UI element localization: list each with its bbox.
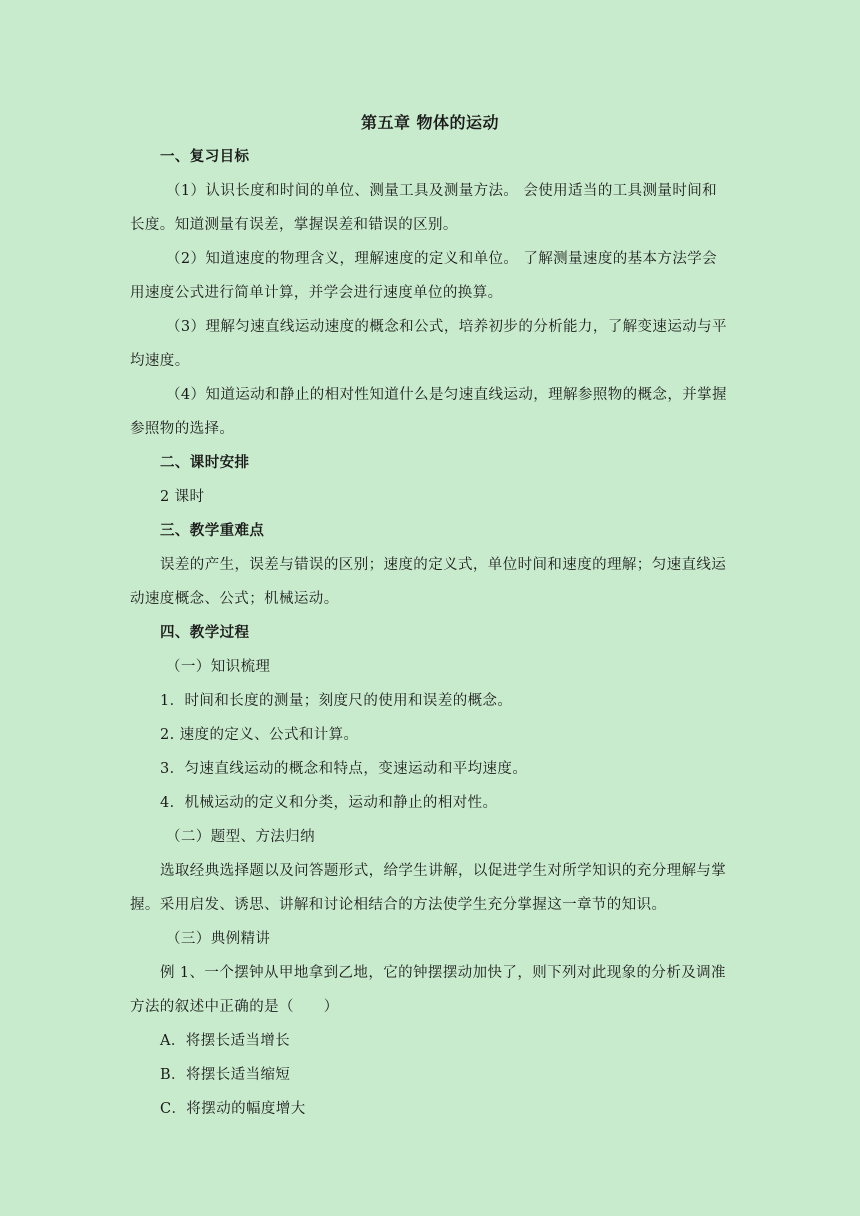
goal-paragraph-2: （2）知道速度的物理含义，理解速度的定义和单位。 了解测量速度的基本方法学会用速度公式进行简单计算，并学会进行速度单位的换算。 [130, 251, 718, 301]
lesson-hours: 2 课时 [160, 489, 205, 505]
section-review-goals [130, 140, 730, 1126]
goal-paragraph-1: （1）认识长度和时间的单位、测量工具及测量方法。 会使用适当的工具测量时间和长度。知道测量有误差，掌握误差和错误的区别。 [130, 183, 718, 233]
answer-option: A．将摆长适当增长 [160, 1033, 291, 1049]
goal-paragraph-3: （3）理解匀速直线运动速度的概念和公式，培养初步的分析能力，了解变速运动与平均速度。 [130, 319, 727, 369]
key-difficulties-text: 误差的产生，误差与错误的区别；速度的定义式，单位时间和速度的理解；匀速直线运动速度概念、公式；机械运动。 [130, 557, 727, 607]
subsection-heading: （二）题型、方法归纳 [166, 829, 315, 845]
section-heading: 二、课时安排 [160, 454, 250, 471]
goal-paragraph-4: （4）知道运动和静止的相对性知道什么是匀速直线运动，理解参照物的概念，并掌握参照物的选择。 [130, 387, 727, 437]
section-heading: 三、教学重难点 [160, 522, 265, 539]
subsection-heading: （三）典例精讲 [166, 931, 271, 947]
section-heading: 一、复习目标 [160, 148, 250, 165]
list-item: 4．机械运动的定义和分类，运动和静止的相对性。 [160, 795, 498, 811]
example-question: 例 1、一个摆钟从甲地拿到乙地，它的钟摆摆动加快了，则下列对此现象的分析及调准方法的叙述中正确的是（ ） [130, 965, 726, 1015]
list-item: 1．时间和长度的测量；刻度尺的使用和误差的概念。 [160, 693, 513, 709]
list-item: 2. 速度的定义、公式和计算。 [160, 727, 359, 743]
section-heading: 四、教学过程 [160, 624, 250, 641]
method-paragraph: 选取经典选择题以及问答题形式，给学生讲解，以促进学生对所学知识的充分理解与掌握。采用启发、诱思、讲解和讨论相结合的方法使学生充分掌握这一章节的知识。 [130, 863, 727, 913]
list-item: 3．匀速直线运动的概念和特点，变速运动和平均速度。 [160, 761, 528, 777]
answer-option: C．将摆动的幅度增大 [160, 1101, 306, 1117]
chapter-title: 第五章 物体的运动 [360, 113, 500, 132]
answer-option: B．将摆长适当缩短 [160, 1067, 291, 1083]
subsection-heading: （一）知识梳理 [166, 659, 271, 675]
